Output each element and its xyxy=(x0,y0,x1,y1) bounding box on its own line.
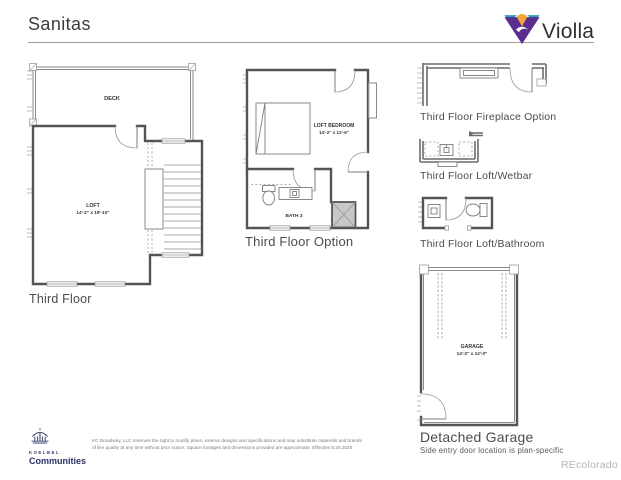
loft-bedroom-label: LOFT BEDROOM xyxy=(313,123,355,129)
entry-door xyxy=(421,394,446,419)
sink xyxy=(428,205,440,218)
disclaimer-line-2: of like quality at any time without prior notice. Square footages and dimensions provided are approximate. Effective 8.20.2025 xyxy=(92,445,353,451)
garage-room-dim: 14'-2" x 12'-0" xyxy=(456,351,488,356)
fireplace-option-plan xyxy=(417,60,553,108)
door xyxy=(510,68,532,92)
builder-logo xyxy=(29,427,86,466)
wetbar-sink xyxy=(440,145,453,156)
door xyxy=(446,198,466,220)
bed xyxy=(256,103,310,154)
loft-room-dim: 14'-2" x 19'-10" xyxy=(76,210,110,215)
shower xyxy=(332,202,356,228)
vanity-sink xyxy=(279,188,312,200)
disclaimer xyxy=(92,437,362,452)
detached-garage-label: Detached Garage xyxy=(420,429,534,445)
garage-room-label: GARAGE xyxy=(460,344,484,350)
disclaimer-line-1: KC Broadway, LLC reserves the right to modify plans, exterior designs and specifications and may substitute materials and brands xyxy=(92,438,362,443)
third-floor-plan xyxy=(27,57,204,290)
third-floor-option-label: Third Floor Option xyxy=(245,234,354,249)
exterior-hatch xyxy=(27,71,32,237)
detached-garage-subtitle: Side entry door location is plan-specific xyxy=(420,446,564,455)
third-floor-option-plan xyxy=(243,63,379,233)
bedroom-door xyxy=(335,70,355,92)
third-floor-label: Third Floor xyxy=(29,292,92,306)
stair-railing xyxy=(145,169,163,229)
loft-room-label: LOFT xyxy=(86,203,100,209)
loft-walls xyxy=(33,126,202,286)
brand-name: Violla xyxy=(542,20,595,43)
toilet xyxy=(263,186,276,206)
detached-garage-plan xyxy=(417,262,527,430)
toilet xyxy=(466,204,487,217)
builder-name: KOELBEL xyxy=(29,450,61,455)
deck-room-label: DECK xyxy=(104,96,120,102)
builder-division: Communities xyxy=(29,456,87,466)
loft-bedroom-dim: 14'-2" x 12'-6" xyxy=(318,130,350,135)
loft-bathroom-label: Third Floor Loft/Bathroom xyxy=(420,238,545,250)
page-title: Sanitas xyxy=(28,14,91,34)
koelbel-building-icon xyxy=(29,427,51,444)
fireplace xyxy=(460,68,498,78)
brand-logo xyxy=(504,13,594,44)
violla-v-icon xyxy=(504,13,540,44)
fireplace-option-label: Third Floor Fireplace Option xyxy=(420,111,557,123)
loft-bathroom-plan xyxy=(418,190,498,236)
garage-door-tracks xyxy=(438,273,506,340)
loft-wetbar-label: Third Floor Loft/Wetbar xyxy=(420,170,533,182)
bath-room-label: BATH 3 xyxy=(285,214,303,219)
loft-wetbar-plan xyxy=(417,131,493,168)
base-cabinet xyxy=(438,162,457,167)
hall-door xyxy=(348,152,368,172)
deck-walls xyxy=(30,64,196,142)
deck-door xyxy=(115,126,137,148)
staircase xyxy=(145,143,201,253)
recolorado-watermark: REcolorado xyxy=(561,459,618,471)
